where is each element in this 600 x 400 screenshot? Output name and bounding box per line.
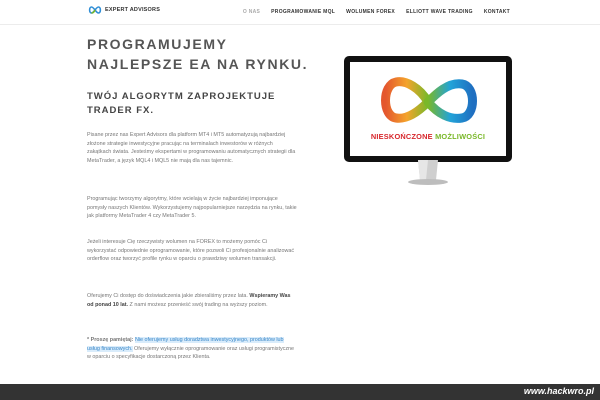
monitor-frame <box>344 56 512 162</box>
nav-item-kontakt[interactable]: KONTAKT <box>483 9 510 15</box>
bottom-bar <box>0 384 600 400</box>
page-title-line1: PROGRAMUJEMY <box>87 36 228 52</box>
main-nav <box>243 9 510 15</box>
site-logo[interactable] <box>88 6 160 14</box>
monitor-illustration <box>344 56 512 186</box>
logo-text: EXPERT ADVISORS <box>105 7 161 13</box>
experience-bold: Wspieramy Was od ponad 10 lat. <box>87 293 291 308</box>
page-subtitle-line1: TWÓJ ALGORYTM ZAPROJEKTUJE <box>87 91 276 102</box>
watermark-text: www.hackwro.pl <box>523 386 594 396</box>
infinity-symbol-icon <box>350 62 506 156</box>
caption-word-1: NIESKOŃCZONE <box>370 132 433 141</box>
page-subtitle-line2: TRADER FX. <box>87 105 154 116</box>
monitor-stand-icon <box>344 160 512 186</box>
intro-paragraph: Pisane przez nas Expert Advisors dla platform MT4 i MT5 automatyzują najbardziej złożone strategie inwestycyjne pracując na terminalach inwestorów w różnych zakątkach świata. Jesteśmy ekspertami w programowaniu automatycznych strategii dla MetaTrader, a język MQL4 i MQL5 nie mają dla nas tajemnic. <box>87 132 296 164</box>
infinity-logo-icon <box>88 6 102 14</box>
top-navigation-bar <box>0 0 600 25</box>
page-title-line2: NAJLEPSZE EA NA RYNKU. <box>87 56 309 72</box>
disclaimer-rest: Oferujemy wyłącznie oprogramowanie oraz usługi programistyczne w oparciu o specyfikacje dostarczoną przez Klienta. <box>87 345 295 361</box>
experience-paragraph <box>87 292 297 309</box>
nav-item-wolumen-forex[interactable]: WOLUMEN FOREX <box>346 9 396 15</box>
disclaimer-paragraph <box>87 336 297 362</box>
page-title <box>87 34 317 74</box>
monitor-screen <box>350 62 506 156</box>
nav-item-elliott-wave-trading[interactable]: ELLIOTT WAVE TRADING <box>406 9 473 15</box>
caption-word-2: MOŻLIWOŚCI <box>435 132 486 141</box>
volume-paragraph: Jeżeli interesuje Cię rzeczywisty wolumen na FOREX to możemy pomóc Ci wykorzystać odpowiednie oprogramowanie, które pozwoli Ci profesjonalnie analizować orderflow oraz tworzyć profile rynku w oparciu o prawdziwy wolumen transakcji. <box>87 239 295 263</box>
experience-text: Oferujemy Ci dostęp do doświadczenia jakie zbieraliśmy przez lata. <box>87 293 248 299</box>
disclaimer-highlight: Nie oferujemy usług doradztwa inwestycyjnego, produktów lub usług finansowych. <box>87 337 284 352</box>
monitor-caption <box>350 132 506 141</box>
disclaimer-prefix: * Proszę pamiętaj: <box>87 337 134 343</box>
nav-item-o-nas[interactable]: O NAS <box>242 9 261 15</box>
page-subtitle <box>87 90 287 118</box>
experience-text-end: Z nami możesz przenieść swój trading na wyższy poziom. <box>129 301 268 308</box>
nav-item-programowanie-mql[interactable]: PROGRAMOWANIE MQL <box>271 9 336 15</box>
algorithms-paragraph: Programując tworzymy algorytmy, które wcielają w życie najbardziej imponujące pomysły naszych Klientów. Wykorzystujemy najpopularniejsze narzędzia na rynku, takie jak platformy MetaTrader 4 czy MetaTrader 5. <box>87 196 297 220</box>
